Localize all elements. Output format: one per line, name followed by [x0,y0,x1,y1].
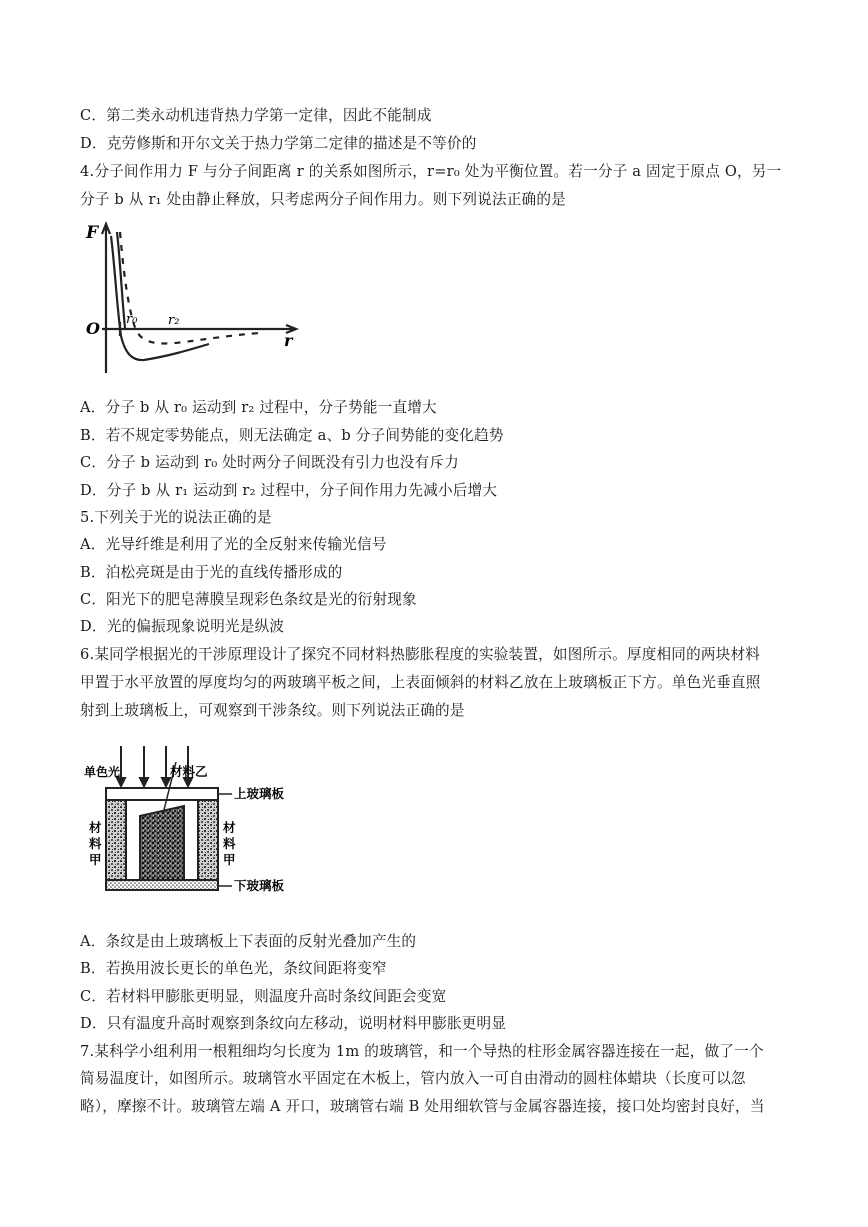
question-6-line: 射到上玻璃板上，可观察到干涉条纹。则下列说法正确的是 [80,702,465,719]
label-material-A-right: 甲 [223,852,236,867]
question-7-line: 略），摩擦不计。玻璃管左端 A 开口，玻璃管右端 B 处用细软管与金属容器连接，接口处均密封良好，当 [80,1098,765,1115]
option-4D: D．分子 b 从 r₁ 运动到 r₂ 过程中，分子间作用力先减小后增大 [80,482,498,499]
option-5D: D．光的偏振现象说明光是纵波 [80,618,285,635]
question-6-line: 甲置于水平放置的厚度均匀的两玻璃平板之间，上表面倾斜的材料乙放在上玻璃板正下方。单色光垂直照 [80,674,761,691]
question-4-line: 分子 b 从 r₁ 处由静止释放，只考虑两分子间作用力。则下列说法正确的是 [80,191,566,208]
label-monochromatic-light: 单色光 [84,765,121,779]
question-4-line: 4.分子间作用力 F 与分子间距离 r 的关系如图所示，r=r₀ 处为平衡位置。若一分子 a 固定于原点 O，另一 [80,163,782,180]
force-distance-graph [84,218,306,378]
interference-apparatus-figure [84,740,324,902]
option-6C: C．若材料甲膨胀更明显，则温度升高时条纹间距会变宽 [80,988,447,1005]
label-r0: r₀ [126,312,138,327]
label-material-A-right: 材 [223,820,236,835]
option-4B: B．若不规定零势能点，则无法确定 a、b 分子间势能的变化趋势 [80,427,504,444]
text-line: C．第二类永动机违背热力学第一定律，因此不能制成 [80,107,432,124]
option-6A: A．条纹是由上玻璃板上下表面的反射光叠加产生的 [80,933,417,950]
label-material-A-right: 料 [223,836,236,851]
label-bottom-glass: 下玻璃板 [234,878,285,893]
label-top-glass: 上玻璃板 [234,786,285,801]
option-5B: B．泊松亮斑是由于光的直线传播形成的 [80,564,343,581]
label-material-A-left: 材 [89,820,102,835]
option-4A: A．分子 b 从 r₀ 运动到 r₂ 过程中，分子势能一直增大 [80,399,437,416]
question-7-line: 简易温度计，如图所示。玻璃管水平固定在木板上，管内放入一可自由滑动的圆柱体蜡块（长度可以忽 [80,1070,746,1087]
text-line: D．克劳修斯和开尔文关于热力学第二定律的描述是不等价的 [80,135,477,152]
option-6D: D．只有温度升高时观察到条纹向左移动，说明材料甲膨胀更明显 [80,1015,507,1032]
question-5: 5.下列关于光的说法正确的是 [80,509,272,526]
label-r2: r₂ [168,313,180,328]
question-7-line: 7.某科学小组利用一根粗细均匀长度为 1m 的玻璃管，和一个导热的柱形金属容器连接在一起，做了一个 [80,1043,764,1060]
option-5A: A．光导纤维是利用了光的全反射来传输光信号 [80,536,387,553]
question-6-line: 6.某同学根据光的干涉原理设计了探究不同材料热膨胀程度的实验装置，如图所示。厚度相同的两块材料 [80,646,761,663]
axis-label-F: F [86,223,99,243]
axis-label-r: r [284,331,293,350]
label-material-A-left: 料 [89,836,102,851]
option-6B: B．若换用波长更长的单色光，条纹间距将变窄 [80,960,387,977]
axis-label-O: O [86,319,100,338]
label-material-B: 材料乙 [170,764,208,779]
option-5C: C．阳光下的肥皂薄膜呈现彩色条纹是光的衍射现象 [80,591,417,608]
label-material-A-left: 甲 [89,852,102,867]
option-4C: C．分子 b 运动到 r₀ 处时两分子间既没有引力也没有斥力 [80,454,459,471]
